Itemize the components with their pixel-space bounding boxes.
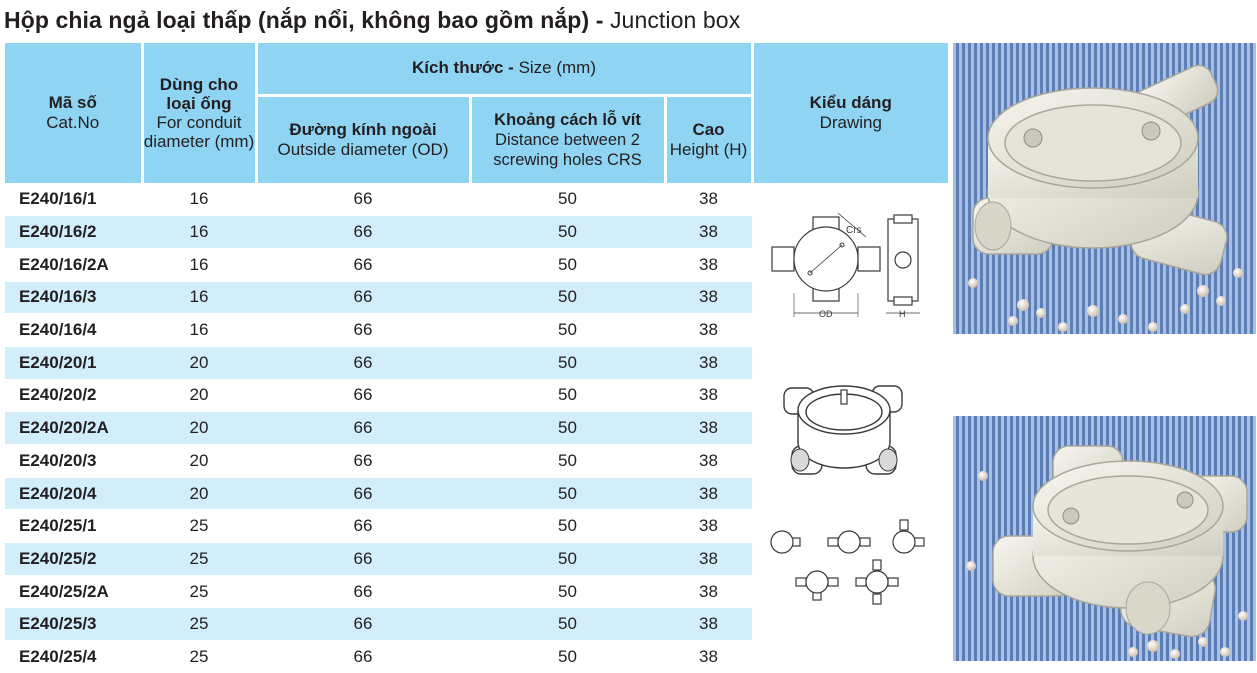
outside-diameter-cell: 66: [256, 608, 470, 641]
cat-no-cell: E240/25/1: [5, 510, 142, 543]
header-outside-diameter: Đường kính ngoài Outside diameter (OD): [256, 95, 470, 183]
screw-distance-cell: 50: [470, 477, 665, 510]
conduit-cell: 25: [142, 575, 256, 608]
cat-no-cell: E240/25/4: [5, 641, 142, 673]
outside-diameter-cell: 66: [256, 248, 470, 281]
page-title: [4, 3, 944, 37]
height-cell: 38: [665, 183, 752, 216]
outside-diameter-cell: 66: [256, 314, 470, 347]
screw-distance-cell: 50: [470, 216, 665, 249]
drawing-crs-label: Crs: [846, 225, 862, 236]
conduit-cell: 16: [142, 314, 256, 347]
isometric-drawing: [780, 374, 910, 484]
height-cell: 38: [665, 379, 752, 412]
outside-diameter-cell: 66: [256, 346, 470, 379]
outside-diameter-cell: 66: [256, 641, 470, 673]
outside-diameter-cell: 66: [256, 510, 470, 543]
conduit-cell: 16: [142, 183, 256, 216]
header-drawing: Kiểu dáng Drawing: [752, 43, 948, 183]
conduit-cell: 20: [142, 412, 256, 445]
height-cell: 38: [665, 608, 752, 641]
conduit-cell: 25: [142, 543, 256, 576]
header-conduit: Dùng cho loại ống For conduit diameter (mm): [142, 43, 256, 183]
cat-no-cell: E240/16/1: [5, 183, 142, 216]
height-cell: 38: [665, 641, 752, 673]
screw-distance-cell: 50: [470, 543, 665, 576]
drawing-od-label: OD: [819, 309, 833, 319]
header-height: Cao Height (H): [665, 95, 752, 183]
height-cell: 38: [665, 248, 752, 281]
conduit-cell: 20: [142, 379, 256, 412]
height-cell: 38: [665, 346, 752, 379]
screw-distance-cell: 50: [470, 575, 665, 608]
height-cell: 38: [665, 412, 752, 445]
cat-no-cell: E240/25/2: [5, 543, 142, 576]
product-photo-4way-bottom: [953, 416, 1256, 661]
screw-distance-cell: 50: [470, 412, 665, 445]
screw-distance-cell: 50: [470, 183, 665, 216]
outside-diameter-cell: 66: [256, 412, 470, 445]
outside-diameter-cell: 66: [256, 216, 470, 249]
screw-distance-cell: 50: [470, 281, 665, 314]
outside-diameter-cell: 66: [256, 543, 470, 576]
header-cat-no: Mã số Cat.No: [5, 43, 142, 183]
outside-diameter-cell: 66: [256, 477, 470, 510]
cat-no-cell: E240/20/3: [5, 445, 142, 478]
height-cell: 38: [665, 575, 752, 608]
drawing-h-label: H: [899, 309, 906, 319]
conduit-cell: 16: [142, 281, 256, 314]
header-size-group: Kích thước - Size (mm): [256, 43, 752, 95]
screw-distance-cell: 50: [470, 379, 665, 412]
header-screw-distance: Khoảng cách lỗ vít Distance between 2 screwing holes CRS: [470, 95, 665, 183]
outside-diameter-cell: 66: [256, 379, 470, 412]
technical-drawing: [766, 205, 926, 325]
screw-distance-cell: 50: [470, 608, 665, 641]
height-cell: 38: [665, 216, 752, 249]
variant-2way-angle-icon: [893, 520, 924, 553]
cat-no-cell: E240/16/3: [5, 281, 142, 314]
cat-no-cell: E240/20/1: [5, 346, 142, 379]
product-photo-4way-top: [953, 43, 1256, 334]
height-cell: 38: [665, 314, 752, 347]
cat-no-cell: E240/16/2A: [5, 248, 142, 281]
variant-2way-icon: [828, 531, 870, 553]
height-cell: 38: [665, 445, 752, 478]
cat-no-cell: E240/25/2A: [5, 575, 142, 608]
conduit-cell: 25: [142, 510, 256, 543]
variant-symbols: [764, 514, 934, 614]
cat-no-cell: E240/16/4: [5, 314, 142, 347]
cat-no-cell: E240/20/2A: [5, 412, 142, 445]
variant-3way-icon: [796, 571, 838, 600]
cat-no-cell: E240/25/3: [5, 608, 142, 641]
screw-distance-cell: 50: [470, 248, 665, 281]
conduit-cell: 16: [142, 248, 256, 281]
screw-distance-cell: 50: [470, 641, 665, 673]
conduit-cell: 25: [142, 641, 256, 673]
screw-distance-cell: 50: [470, 510, 665, 543]
cat-no-cell: E240/20/2: [5, 379, 142, 412]
screw-distance-cell: 50: [470, 346, 665, 379]
outside-diameter-cell: 66: [256, 183, 470, 216]
height-cell: 38: [665, 510, 752, 543]
variant-1way-icon: [771, 531, 800, 553]
height-cell: 38: [665, 543, 752, 576]
title-english: Junction box: [609, 7, 741, 33]
conduit-cell: 25: [142, 608, 256, 641]
cat-no-cell: E240/20/4: [5, 477, 142, 510]
variant-4way-icon: [856, 560, 898, 604]
screw-distance-cell: 50: [470, 445, 665, 478]
conduit-cell: 16: [142, 216, 256, 249]
outside-diameter-cell: 66: [256, 281, 470, 314]
outside-diameter-cell: 66: [256, 575, 470, 608]
title-vietnamese: Hộp chia ngả loại thấp (nắp nổi, không bao gồm nắp) -: [4, 7, 604, 33]
conduit-cell: 20: [142, 445, 256, 478]
height-cell: 38: [665, 281, 752, 314]
cat-no-cell: E240/16/2: [5, 216, 142, 249]
conduit-cell: 20: [142, 346, 256, 379]
conduit-cell: 20: [142, 477, 256, 510]
screw-distance-cell: 50: [470, 314, 665, 347]
outside-diameter-cell: 66: [256, 445, 470, 478]
height-cell: 38: [665, 477, 752, 510]
